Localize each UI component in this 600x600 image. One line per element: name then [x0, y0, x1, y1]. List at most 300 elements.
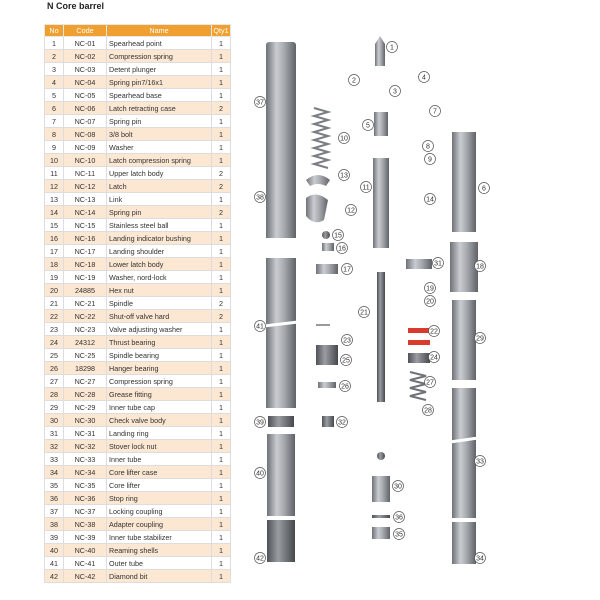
table-row [45, 76, 231, 89]
table-row [45, 544, 231, 557]
row-qty: 1 [212, 76, 231, 89]
table-row [45, 115, 231, 128]
callout-label: 4 [422, 74, 426, 82]
row-no: 36 [45, 492, 64, 505]
row-name: Latch [107, 180, 212, 193]
row-name: Latch retracting case [107, 102, 212, 115]
row-name: Inner tube [107, 453, 212, 466]
row-qty: 2 [212, 206, 231, 219]
row-code: NC-41 [64, 557, 107, 570]
row-qty: 1 [212, 63, 231, 76]
callout-42 [255, 553, 266, 564]
row-qty: 1 [212, 544, 231, 557]
table-row [45, 375, 231, 388]
callout-label: 20 [426, 298, 434, 306]
row-no: 17 [45, 245, 64, 258]
part-16-indicator-bushing [322, 243, 334, 251]
table-row [45, 388, 231, 401]
row-name: Detent plunger [107, 63, 212, 76]
row-code: NC-21 [64, 297, 107, 310]
row-no: 34 [45, 466, 64, 479]
row-code: NC-06 [64, 102, 107, 115]
row-code: NC-39 [64, 531, 107, 544]
table-row [45, 180, 231, 193]
table-row [45, 193, 231, 206]
row-code: NC-35 [64, 479, 107, 492]
table-row [45, 466, 231, 479]
row-name: Outer tube [107, 557, 212, 570]
callout-17 [342, 264, 353, 275]
part-15-ball [322, 231, 330, 239]
row-code: NC-13 [64, 193, 107, 206]
row-name: Spring pin [107, 115, 212, 128]
callout-label: 32 [338, 419, 346, 427]
row-code: NC-34 [64, 466, 107, 479]
row-qty: 1 [212, 440, 231, 453]
callout-label: 38 [256, 194, 264, 202]
part-15-steel-ball-2 [377, 452, 385, 460]
callout-label: 35 [395, 531, 403, 539]
row-qty: 2 [212, 102, 231, 115]
row-qty: 1 [212, 531, 231, 544]
callout-label: 36 [395, 514, 403, 522]
part-5-spearhead-base [374, 112, 388, 136]
row-no: 10 [45, 154, 64, 167]
row-name: Inner tube stabilizer [107, 531, 212, 544]
row-code: NC-42 [64, 570, 107, 583]
row-qty: 2 [212, 297, 231, 310]
callout-37 [255, 97, 266, 108]
row-no: 30 [45, 414, 64, 427]
row-no: 14 [45, 206, 64, 219]
callout-30 [393, 481, 404, 492]
callout-32 [337, 417, 348, 428]
callout-label: 16 [338, 245, 346, 253]
row-code: NC-10 [64, 154, 107, 167]
part-18-lower-latch-body [450, 242, 478, 292]
row-name: Spring pin7/16x1 [107, 76, 212, 89]
row-qty: 1 [212, 336, 231, 349]
callout-label: 39 [256, 419, 264, 427]
row-name: Hex nut [107, 284, 212, 297]
callout-36 [394, 512, 405, 523]
callout-38 [255, 192, 266, 203]
part-40-reaming-shells [267, 434, 295, 516]
row-name: Spindle bearing [107, 349, 212, 362]
part-38-adapter-coupling [266, 160, 296, 238]
callout-label: 37 [256, 99, 264, 107]
part-27-compression-spring [410, 372, 426, 400]
row-no: 29 [45, 401, 64, 414]
callout-label: 25 [342, 357, 350, 365]
row-name: Stover lock nut [107, 440, 212, 453]
table-row [45, 492, 231, 505]
table-row [45, 414, 231, 427]
part-37-locking-coupling [266, 42, 296, 164]
row-name: Landing indicator bushing [107, 232, 212, 245]
row-name: Stainless steel ball [107, 219, 212, 232]
row-qty: 1 [212, 50, 231, 63]
row-no: 5 [45, 89, 64, 102]
part-26-hanger-bearing [318, 382, 336, 388]
row-code: NC-40 [64, 544, 107, 557]
callout-29 [475, 333, 486, 344]
callout-7 [430, 106, 441, 117]
callout-27 [425, 377, 436, 388]
row-code: NC-23 [64, 323, 107, 336]
header-code: Code [64, 25, 107, 37]
part-42-diamond-bit [267, 520, 295, 562]
callout-25 [341, 355, 352, 366]
row-no: 41 [45, 557, 64, 570]
callout-18 [475, 261, 486, 272]
header-no: No [45, 25, 64, 37]
row-no: 39 [45, 531, 64, 544]
row-name: Washer, nord-lock [107, 271, 212, 284]
row-qty: 1 [212, 232, 231, 245]
table-row [45, 154, 231, 167]
callout-33 [475, 456, 486, 467]
part-34-core-lifter-case [452, 522, 476, 564]
row-name: Washer [107, 141, 212, 154]
callout-1 [387, 42, 398, 53]
row-qty: 1 [212, 518, 231, 531]
row-no: 24 [45, 336, 64, 349]
callout-11 [361, 182, 372, 193]
callout-label: 27 [426, 379, 434, 387]
row-name: Lower latch body [107, 258, 212, 271]
table-row [45, 310, 231, 323]
callout-label: 7 [433, 108, 437, 116]
part-1-spearhead-point [375, 36, 385, 66]
row-name: Check valve body [107, 414, 212, 427]
table-row [45, 427, 231, 440]
row-code: NC-11 [64, 167, 107, 180]
row-qty: 1 [212, 115, 231, 128]
callout-label: 3 [393, 88, 397, 96]
part-22-shutoff-valve-upper [408, 328, 430, 333]
row-code: NC-33 [64, 453, 107, 466]
callout-label: 23 [343, 337, 351, 345]
callout-20 [425, 296, 436, 307]
part-35-core-lifter [372, 527, 390, 539]
row-code: NC-08 [64, 128, 107, 141]
callout-label: 41 [256, 323, 264, 331]
row-code: NC-09 [64, 141, 107, 154]
row-qty: 1 [212, 492, 231, 505]
table-row [45, 128, 231, 141]
part-36-stop-ring [372, 515, 390, 518]
part-17-landing-shoulder [316, 264, 338, 274]
row-code: NC-12 [64, 180, 107, 193]
row-no: 22 [45, 310, 64, 323]
callout-label: 5 [366, 122, 370, 130]
table-row [45, 37, 231, 50]
row-code: NC-31 [64, 427, 107, 440]
table-row [45, 258, 231, 271]
part-33-inner-tube [452, 388, 476, 518]
callout-6 [479, 183, 490, 194]
row-name: Hanger bearing [107, 362, 212, 375]
part-21-spindle [377, 272, 385, 402]
row-name: 3/8 bolt [107, 128, 212, 141]
row-name: Spearhead point [107, 37, 212, 50]
row-qty: 1 [212, 89, 231, 102]
row-qty: 1 [212, 414, 231, 427]
callout-label: 24 [430, 354, 438, 362]
row-no: 28 [45, 388, 64, 401]
callout-40 [255, 468, 266, 479]
row-no: 31 [45, 427, 64, 440]
callout-21 [359, 307, 370, 318]
callout-4 [419, 72, 430, 83]
part-31-landing-ring [406, 259, 432, 269]
callout-label: 11 [362, 184, 370, 192]
row-code: NC-17 [64, 245, 107, 258]
callout-label: 18 [476, 263, 484, 271]
table-row [45, 323, 231, 336]
callout-14 [425, 194, 436, 205]
callout-label: 12 [347, 207, 355, 215]
table-row [45, 219, 231, 232]
row-qty: 1 [212, 427, 231, 440]
row-name: Landing shoulder [107, 245, 212, 258]
callout-34 [475, 553, 486, 564]
row-code: NC-29 [64, 401, 107, 414]
row-name: Landing ring [107, 427, 212, 440]
row-qty: 2 [212, 180, 231, 193]
row-no: 15 [45, 219, 64, 232]
row-name: Latch compression spring [107, 154, 212, 167]
row-code: NC-27 [64, 375, 107, 388]
row-qty: 1 [212, 271, 231, 284]
row-code: NC-25 [64, 349, 107, 362]
page-title: N Core barrel [47, 1, 105, 11]
row-qty: 1 [212, 245, 231, 258]
callout-3 [390, 86, 401, 97]
row-qty: 1 [212, 128, 231, 141]
part-39-inner-tube-stabilizer [268, 416, 294, 427]
table-row [45, 505, 231, 518]
row-code: NC-19 [64, 271, 107, 284]
part-11-upper-latch-body [373, 158, 389, 248]
row-code: NC-05 [64, 89, 107, 102]
callout-26 [340, 381, 351, 392]
row-no: 37 [45, 505, 64, 518]
part-10-latch-spring [314, 108, 328, 168]
row-no: 13 [45, 193, 64, 206]
part-12-latch [306, 194, 328, 222]
row-code: NC-03 [64, 63, 107, 76]
row-no: 19 [45, 271, 64, 284]
row-code: NC-15 [64, 219, 107, 232]
row-name: Compression spring [107, 375, 212, 388]
part-22-shutoff-valve-lower [408, 340, 430, 345]
table-row [45, 518, 231, 531]
exploded-diagram [240, 20, 600, 600]
callout-15 [333, 230, 344, 241]
part-29-inner-tube-cap [452, 300, 476, 380]
part-24-thrust-bearing [408, 353, 430, 363]
row-name: Locking coupling [107, 505, 212, 518]
table-row [45, 50, 231, 63]
row-qty: 1 [212, 219, 231, 232]
callout-label: 19 [426, 285, 434, 293]
row-no: 2 [45, 50, 64, 63]
row-no: 16 [45, 232, 64, 245]
row-no: 23 [45, 323, 64, 336]
row-qty: 1 [212, 154, 231, 167]
row-name: Diamond bit [107, 570, 212, 583]
callout-label: 40 [256, 470, 264, 478]
table-row [45, 440, 231, 453]
row-no: 32 [45, 440, 64, 453]
callout-label: 34 [476, 555, 484, 563]
row-name: Upper latch body [107, 167, 212, 180]
callout-label: 30 [394, 483, 402, 491]
row-no: 33 [45, 453, 64, 466]
callout-13 [339, 170, 350, 181]
table-row [45, 63, 231, 76]
callout-41 [255, 321, 266, 332]
row-qty: 1 [212, 193, 231, 206]
table-row [45, 570, 231, 583]
part-32-lock-nut [322, 416, 334, 427]
table-row [45, 271, 231, 284]
callout-label: 10 [340, 135, 348, 143]
row-name: Link [107, 193, 212, 206]
callout-5 [363, 120, 374, 131]
row-name: Valve adjusting washer [107, 323, 212, 336]
row-code: 18298 [64, 362, 107, 375]
row-name: Inner tube cap [107, 401, 212, 414]
row-qty: 1 [212, 349, 231, 362]
callout-label: 33 [476, 458, 484, 466]
row-name: Thrust bearing [107, 336, 212, 349]
row-name: Spring pin [107, 206, 212, 219]
row-code: NC-01 [64, 37, 107, 50]
row-qty: 2 [212, 167, 231, 180]
part-41-outer-tube [266, 258, 296, 408]
row-qty: 1 [212, 362, 231, 375]
row-name: Reaming shells [107, 544, 212, 557]
callout-label: 29 [476, 335, 484, 343]
callout-9 [425, 154, 436, 165]
callout-label: 26 [341, 383, 349, 391]
callout-label: 6 [482, 185, 486, 193]
table-row [45, 349, 231, 362]
row-no: 27 [45, 375, 64, 388]
row-qty: 1 [212, 479, 231, 492]
row-qty: 1 [212, 557, 231, 570]
row-no: 35 [45, 479, 64, 492]
row-code: NC-36 [64, 492, 107, 505]
row-no: 25 [45, 349, 64, 362]
row-qty: 1 [212, 284, 231, 297]
table-row [45, 284, 231, 297]
part-13-link [306, 175, 330, 186]
row-no: 18 [45, 258, 64, 271]
row-no: 21 [45, 297, 64, 310]
table-row [45, 206, 231, 219]
table-row [45, 453, 231, 466]
callout-label: 15 [334, 232, 342, 240]
row-name: Spearhead base [107, 89, 212, 102]
callout-label: 13 [340, 172, 348, 180]
table-row [45, 531, 231, 544]
callout-31 [433, 258, 444, 269]
row-no: 20 [45, 284, 64, 297]
callout-23 [342, 335, 353, 346]
table-row [45, 89, 231, 102]
parts-table [44, 24, 231, 583]
row-code: NC-07 [64, 115, 107, 128]
row-no: 40 [45, 544, 64, 557]
row-code: NC-30 [64, 414, 107, 427]
part-25-spindle-bearing [316, 345, 338, 365]
callout-label: 28 [424, 407, 432, 415]
row-name: Spindle [107, 297, 212, 310]
row-name: Compression spring [107, 50, 212, 63]
row-no: 6 [45, 102, 64, 115]
row-no: 11 [45, 167, 64, 180]
parts-table-header [45, 25, 231, 37]
table-row [45, 336, 231, 349]
row-qty: 1 [212, 505, 231, 518]
row-code: NC-04 [64, 76, 107, 89]
callout-16 [337, 243, 348, 254]
row-no: 26 [45, 362, 64, 375]
table-row [45, 479, 231, 492]
callout-label: 17 [343, 266, 351, 274]
row-code: NC-18 [64, 258, 107, 271]
row-qty: 1 [212, 466, 231, 479]
row-no: 8 [45, 128, 64, 141]
callout-2 [349, 75, 360, 86]
callout-label: 42 [256, 555, 264, 563]
row-qty: 1 [212, 401, 231, 414]
row-no: 4 [45, 76, 64, 89]
table-row [45, 297, 231, 310]
part-30-check-valve-body [372, 476, 390, 502]
table-row [45, 401, 231, 414]
callout-39 [255, 417, 266, 428]
row-name: Adapter coupling [107, 518, 212, 531]
row-no: 9 [45, 141, 64, 154]
row-code: NC-28 [64, 388, 107, 401]
row-name: Grease fitting [107, 388, 212, 401]
row-code: NC-16 [64, 232, 107, 245]
table-row [45, 557, 231, 570]
row-name: Core lifter case [107, 466, 212, 479]
header-name: Name [107, 25, 212, 37]
row-code: NC-32 [64, 440, 107, 453]
row-qty: 1 [212, 388, 231, 401]
header-qty: Qty1 [213, 26, 229, 35]
table-row [45, 102, 231, 115]
callout-label: 9 [428, 156, 432, 164]
callout-label: 8 [426, 143, 430, 151]
callout-label: 2 [352, 77, 356, 85]
row-no: 1 [45, 37, 64, 50]
row-no: 42 [45, 570, 64, 583]
row-code: NC-14 [64, 206, 107, 219]
callout-19 [425, 283, 436, 294]
row-code: NC-37 [64, 505, 107, 518]
callout-35 [394, 529, 405, 540]
table-row [45, 362, 231, 375]
row-name: Stop ring [107, 492, 212, 505]
